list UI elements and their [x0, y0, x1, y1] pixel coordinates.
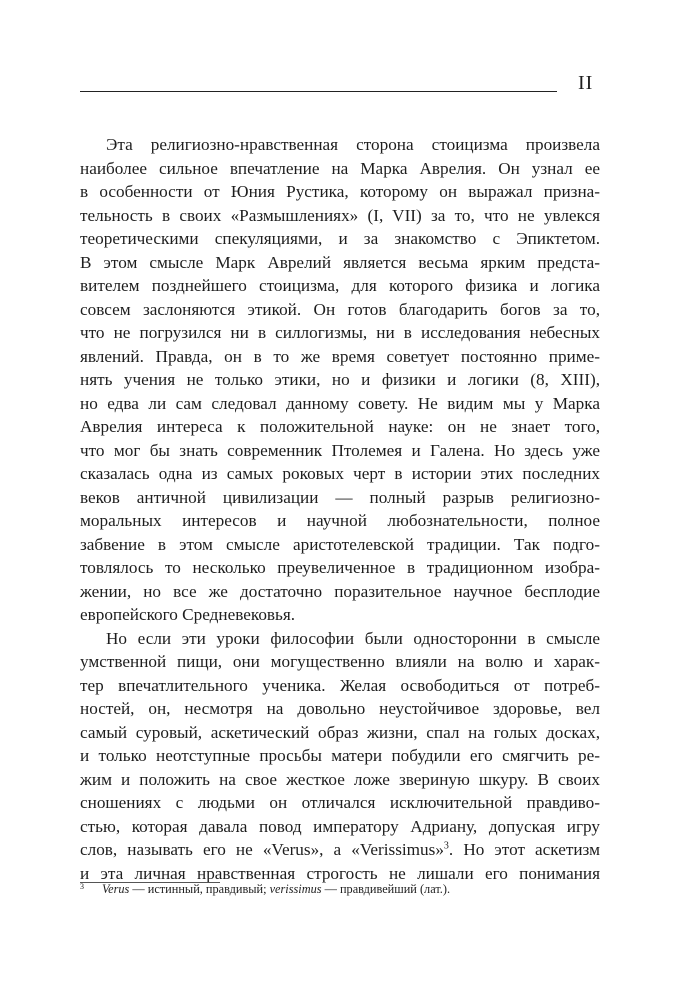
text-line: Эта религиозно-нравственная сторона стоицизма произвела — [106, 135, 600, 154]
footnote-reference[interactable]: 3 — [443, 840, 449, 852]
text-line: наиболее сильное впечатление на Марка Аврелия. Он узнал ее — [80, 158, 600, 178]
footnote — [80, 881, 450, 897]
page-number: II — [578, 72, 594, 94]
footnote-number: 3 — [80, 882, 84, 891]
text-line: европейского Средневековья. — [80, 605, 296, 624]
text-line: тер впечатлительного ученика. Желая освободиться от потреб- — [80, 675, 600, 695]
text-line: что мог бы знать современник Птолемея и Галена. Но здесь уже — [80, 440, 600, 460]
text-line-footnote-ref — [80, 838, 600, 862]
text-line: Но если эти уроки философии были односторонни в смысле — [106, 628, 600, 648]
text-line: моральных интересов и научной любознательности, полное — [80, 511, 600, 530]
text-line: В этом смысле Марк Аврелий является весьма ярким предста- — [80, 252, 600, 272]
text-line: стью, которая давала повод императору Адриану, допуская игру — [80, 816, 600, 836]
text-line: и эта личная нравственная строгость не лишали его понимания — [80, 863, 600, 883]
text-segment: слов, называть его не «Verus», а «Verissimus» — [80, 840, 444, 859]
footnote-text: — правдивейший (лат.). — [321, 882, 451, 896]
text-line: сказалась одна из самых роковых черт в истории этих последних — [80, 464, 600, 483]
text-line: товлялось то несколько преувеличенное в традиционном изобра- — [80, 558, 600, 577]
text-line: веков античной цивилизации — полный разрыв религиозно- — [80, 487, 600, 507]
text-line: нять учения не только этики, но и физики и логики (8, XIII), — [80, 370, 600, 389]
text-line: забвение в этом смысле аристотелевской традиции. Так подго- — [80, 534, 600, 554]
text-line: ностей, он, несмотря на довольно неустойчивое здоровье, вел — [80, 699, 600, 718]
text-line: теоретическими спекуляциями, и за знакомство с Эпиктетом. — [80, 229, 600, 248]
header-rule — [80, 91, 557, 92]
text-line: жении, но все же достаточно поразительное научное бесплодие — [80, 581, 600, 601]
text-line: в особенности от Юния Рустика, которому он выражал призна- — [80, 182, 600, 201]
text-line: умственной пищи, они могущественно влияли на волю и харак- — [80, 652, 600, 671]
text-segment: . Но этот аскетизм — [448, 840, 600, 859]
text-line: Аврелия интереса к положительной науке: он не знает того, — [80, 417, 600, 436]
text-line: явлений. Правда, он в то же время советует постоянно приме- — [80, 346, 600, 366]
footnote-term: verissimus — [269, 882, 322, 896]
text-line: сношениях с людьми он отличался исключительной правдиво- — [80, 793, 600, 812]
text-line: но едва ли сам следовал данному совету. Не видим мы у Марка — [80, 393, 600, 413]
text-line: тельность в своих «Размышлениях» (I, VII) за то, что не увлекся — [80, 205, 600, 225]
text-line: самый суровый, аскетический образ жизни, спал на голых досках, — [80, 722, 600, 742]
text-line: что не погрузился ни в силлогизмы, ни в исследования небесных — [80, 323, 600, 342]
text-line: и только неотступные просьбы матери побудили его смягчить ре- — [80, 746, 600, 765]
text-line: совсем заслоняются этикой. Он готов благодарить богов за то, — [80, 299, 600, 319]
body-text — [80, 133, 600, 885]
text-line: вителем позднейшего стоицизма, для которого физика и логика — [80, 276, 600, 295]
text-line: жим и положить на свое жесткое ложе звериную шкуру. В своих — [80, 769, 600, 789]
footnote-text: — истинный, правдивый; — [129, 882, 270, 896]
footnote-term: Verus — [102, 882, 130, 896]
